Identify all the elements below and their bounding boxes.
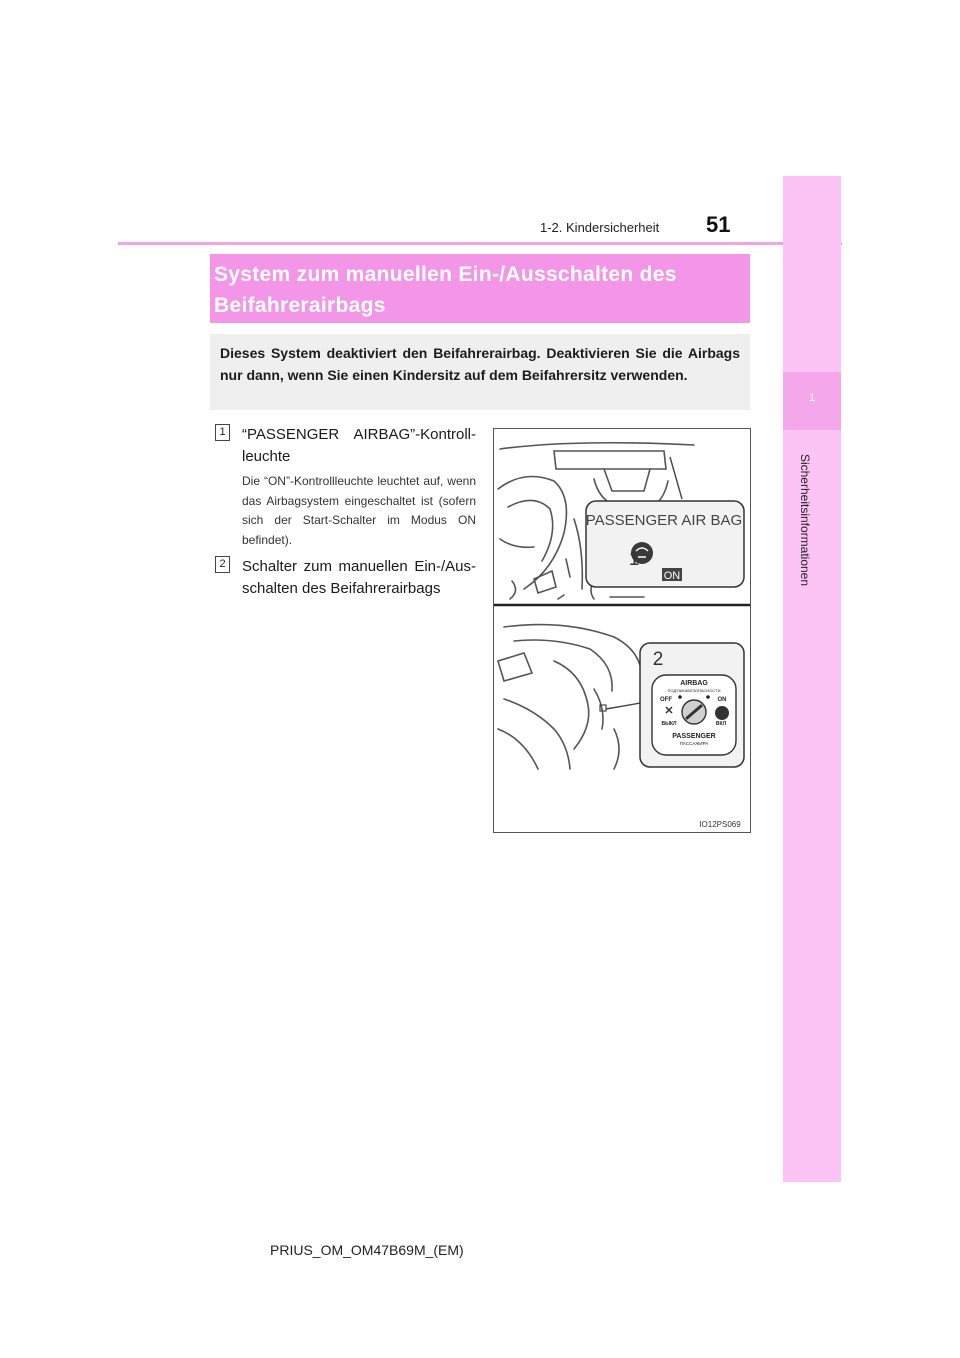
- section-title-line-1: System zum manuellen Ein-/Ausschalten des: [214, 263, 677, 286]
- glovebox-lines: [498, 625, 640, 769]
- chapter-number: 1: [808, 392, 816, 404]
- airbag-on-icon: [715, 706, 729, 720]
- off-position-dot: [678, 695, 682, 699]
- document-code: PRIUS_OM_OM47B69M_(EM): [270, 1242, 464, 1258]
- figure-code: IO12PS069: [699, 820, 741, 829]
- section-title: [214, 259, 734, 321]
- section-title-line-2: Beifahrerairbags: [214, 294, 386, 317]
- page-number: 51: [706, 212, 731, 237]
- item-2-number-badge: 2: [215, 556, 230, 573]
- section-label: 1-2. Kindersicherheit: [540, 220, 660, 235]
- dashboard-drawing: [494, 429, 750, 832]
- item-1-title: “PASSENGER AIRBAG”-Kontroll-leuchte: [242, 426, 476, 465]
- item-1-number-badge: 1: [215, 424, 230, 441]
- header-rule: [118, 242, 842, 245]
- indicator-label: PASSENGER AIR BAG: [585, 512, 743, 529]
- switch-label-on: ON: [717, 697, 727, 703]
- switch-label-airbag-ru: ПОДУШКАБЕЗОПАСНОСТИ: [667, 688, 721, 693]
- chapter-side-tab: [783, 176, 841, 1182]
- switch-label-passenger: PASSENGER: [672, 733, 716, 740]
- switch-label-passenger-ru: ПАССАЖИРА: [679, 741, 709, 746]
- switch-label-airbag: AIRBAG: [680, 680, 708, 687]
- item-2-title: Schalter zum manuellen Ein-/Aus-schalten des Beifahrerairbags: [242, 558, 476, 597]
- callout-number-1: 1: [628, 549, 640, 570]
- dashboard-illustration: [493, 428, 751, 833]
- item-1-description: Die “ON”-Kontrollleuchte leuchtet auf, wenn das Airbagsystem eingeschaltet ist (sofern sich der Start-Schalter im Modus ON befindet).: [242, 474, 476, 547]
- on-position-dot: [706, 695, 710, 699]
- intro-text: Dieses System deaktiviert den Beifahrerairbag. Deaktivieren Sie die Airbags nur dann, wenn Sie einen Kindersitz auf dem Beifahrersitz verwenden.: [220, 345, 740, 383]
- switch-label-on-ru: ВКЛ: [715, 721, 727, 727]
- callout-number-2: 2: [652, 649, 664, 670]
- on-indicator-text: ON: [663, 570, 681, 582]
- switch-label-off: OFF: [660, 697, 672, 703]
- switch-label-off-ru: ВЫКЛ: [661, 721, 677, 727]
- chapter-label: Sicherheitsinformationen: [798, 453, 812, 587]
